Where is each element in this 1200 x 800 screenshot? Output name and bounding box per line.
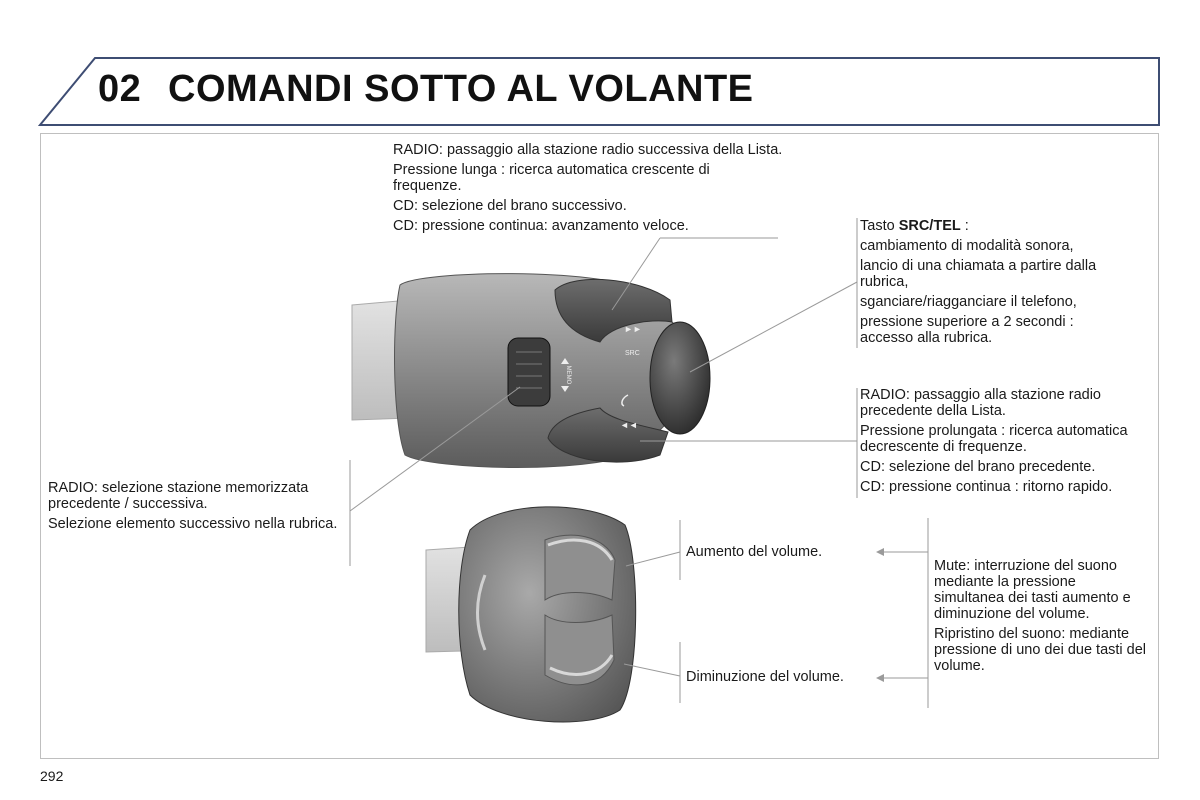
fast-forward-icon: ►► bbox=[624, 324, 642, 334]
callout-mute: Mute: interruzione del suono mediante la pressione simultanea dei tasti aumento e diminuzione del volume. Ripristino del suono: mediante pressione di uno dei due tasti del volume. bbox=[934, 558, 1147, 674]
memo-scroll-wheel[interactable] bbox=[508, 338, 550, 406]
upper-control bbox=[352, 274, 710, 468]
lower-control bbox=[426, 507, 636, 722]
callout-src-tel: Tasto SRC/TEL : cambiamento di modalità sonora, lancio di una chiamata a partire dalla rubrica, sganciare/riagganciare il telefono, pressione superiore a 2 secondi : accesso alla rubrica. bbox=[860, 218, 1130, 350]
memo-label: MEMO bbox=[565, 365, 571, 385]
chapter-number: 02 bbox=[98, 68, 142, 110]
callout-volume-up: Aumento del volume. bbox=[686, 544, 823, 560]
src-tel-title: Tasto SRC/TEL : bbox=[860, 218, 969, 234]
callout-volume-down: Diminuzione del volume. bbox=[686, 669, 844, 685]
chapter-title: COMANDI SOTTO AL VOLANTE bbox=[168, 68, 754, 110]
callout-memo-wheel: RADIO: selezione stazione memorizzata precedente / successiva. Selezione elemento successivo nella rubrica. bbox=[48, 480, 338, 532]
src-tel-button[interactable] bbox=[650, 322, 710, 434]
arrow-icon bbox=[876, 674, 884, 682]
arrow-icon bbox=[876, 548, 884, 556]
src-label: SRC bbox=[625, 350, 640, 357]
callout-radio-next: RADIO: passaggio alla stazione radio successiva della Lista. Pressione lunga : ricerca automatica crescente di frequenze. CD: selezione del brano successivo. CD: pressione continua: avanzamento veloce. bbox=[393, 142, 783, 234]
rewind-icon: ◄◄ bbox=[620, 420, 638, 430]
callout-radio-prev: RADIO: passaggio alla stazione radio precedente della Lista. Pressione prolungata : ricerca automatica decrescente di frequenze. CD: selezione del brano precedente. CD: pressione continua : ritorno rapido. bbox=[860, 387, 1128, 495]
page-number: 292 bbox=[40, 768, 64, 784]
